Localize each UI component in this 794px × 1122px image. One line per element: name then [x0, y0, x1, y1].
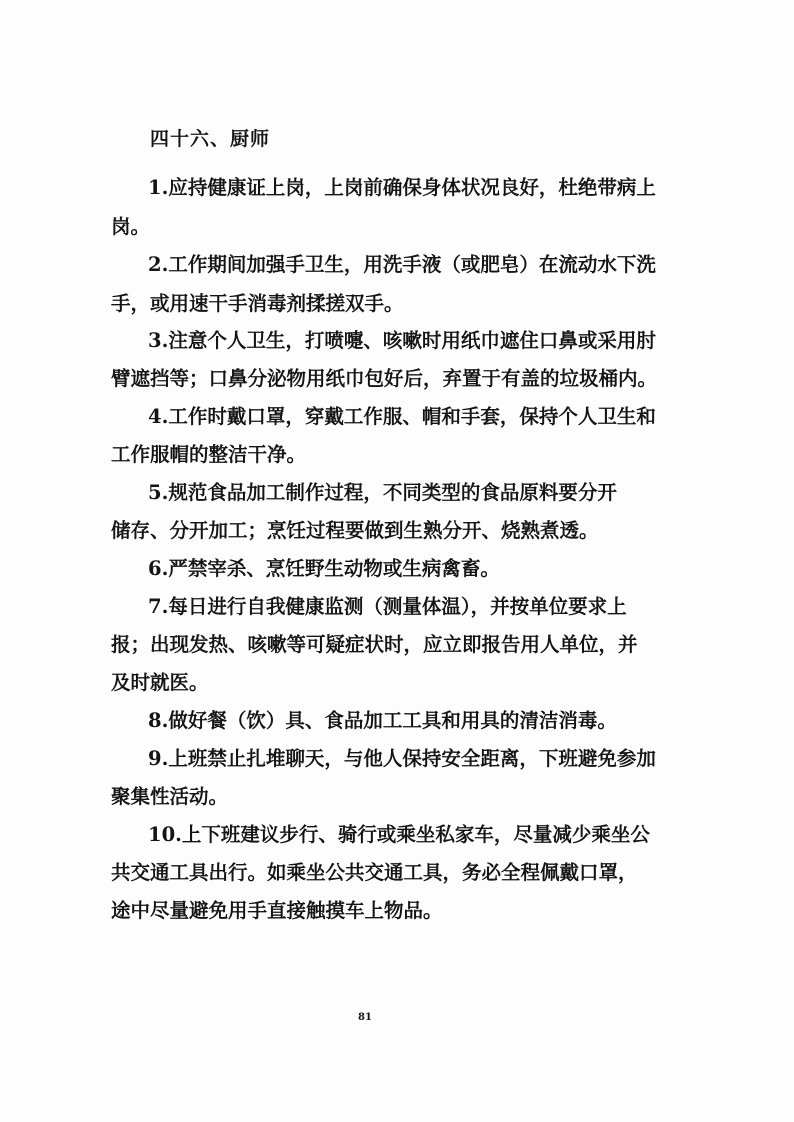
item-10-line-3: 途中尽量避免用手直接触摸车上物品。 [111, 899, 443, 922]
item-10-line-1: 10.上下班建议步行、骑行或乘坐私家车，尽量减少乘坐公 [148, 823, 650, 846]
item-5-line-1: 5.规范食品加工制作过程，不同类型的食品原料要分开 [148, 481, 617, 504]
item-5-line-2: 储存、分开加工；烹饪过程要做到生熟分开、烧熟煮透。 [111, 519, 599, 542]
item-6-line-1: 6.严禁宰杀、烹饪野生动物或生病禽畜。 [148, 557, 500, 580]
item-8-line-1: 8.做好餐（饮）具、食品加工工具和用具的清洁消毒。 [148, 709, 617, 732]
item-1-line-1: 1.应持健康证上岗，上岗前确保身体状况良好，杜绝带病上 [148, 176, 656, 199]
item-4-line-1: 4.工作时戴口罩，穿戴工作服、帽和手套，保持个人卫生和 [148, 405, 656, 428]
item-7-line-2: 报；出现发热、咳嗽等可疑症状时，应立即报告用人单位，并 [111, 633, 638, 656]
section-heading: 四十六、厨师 [150, 128, 271, 150]
item-2-line-1: 2.工作期间加强手卫生，用洗手液（或肥皂）在流动水下洗 [148, 253, 656, 276]
item-4-line-2: 工作服帽的整洁干净。 [111, 443, 307, 466]
item-1-line-2: 岗。 [111, 215, 151, 238]
item-3-line-1: 3.注意个人卫生，打喷嚏、咳嗽时用纸巾遮住口鼻或采用肘 [148, 329, 656, 352]
item-10-line-2: 共交通工具出行。如乘坐公共交通工具，务必全程佩戴口罩， [111, 861, 638, 884]
item-3-line-2: 臂遮挡等；口鼻分泌物用纸巾包好后，弃置于有盖的垃圾桶内。 [111, 367, 658, 390]
item-2-line-2: 手，或用速干手消毒剂揉搓双手。 [111, 292, 404, 315]
item-9-line-1: 9.上班禁止扎堆聊天，与他人保持安全距离，下班避免参加 [148, 747, 656, 770]
item-7-line-1: 7.每日进行自我健康监测（测量体温），并按单位要求上 [148, 595, 627, 618]
item-7-line-3: 及时就医。 [111, 671, 209, 694]
page-number: 81 [358, 1012, 372, 1023]
item-9-line-2: 聚集性活动。 [111, 785, 229, 808]
